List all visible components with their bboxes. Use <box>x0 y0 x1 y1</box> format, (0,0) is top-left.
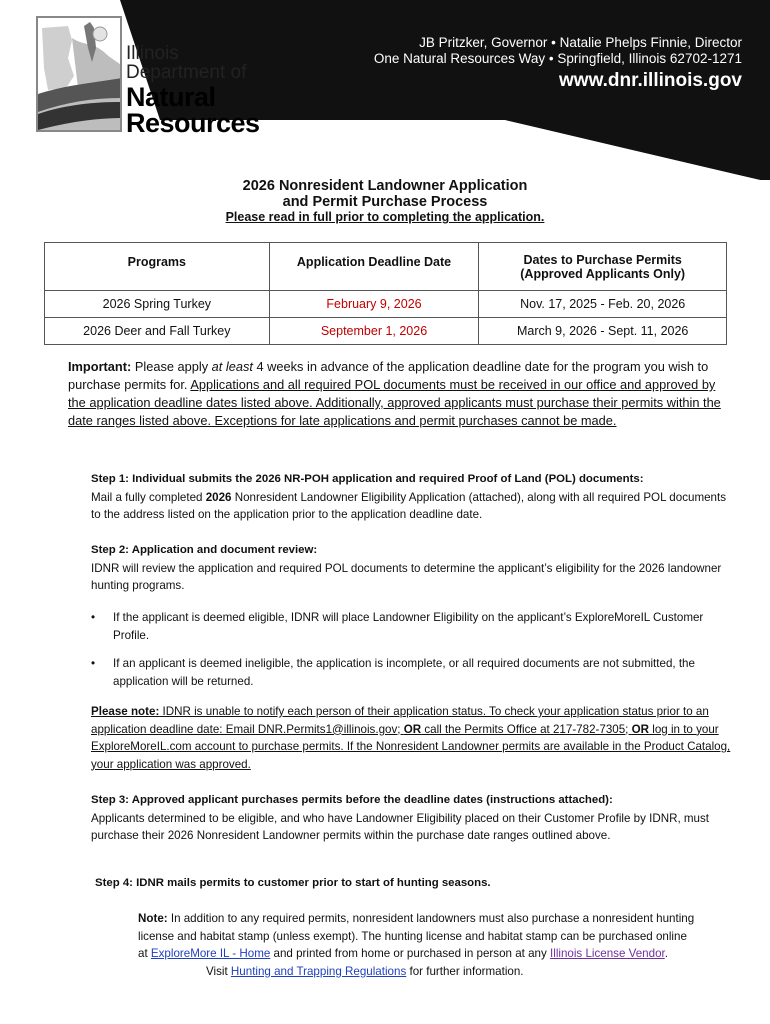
please-note-paragraph: Please note: IDNR is unable to notify each person of their application status. To check your application status prior to an application deadline date: Email DNR.Permits1@illinois.gov; OR call the Permits Office at 217-782-7305; OR log in to your ExploreMoreIL.com account to purchase permits. If the Nonresident Landowner permits are available in the Product Catalog, your application was approved. <box>91 705 731 771</box>
address-line: One Natural Resources Way • Springfield, Illinois 62702-1271 <box>373 51 742 66</box>
col-header-deadline: Application Deadline Date <box>269 243 479 291</box>
step-2 <box>91 542 736 595</box>
step-2-text: IDNR will review the application and required POL documents to determine the applicant’s eligibility for the 2026 landowner hunting programs. <box>91 561 722 592</box>
page-header <box>0 0 770 180</box>
program-cell: 2026 Deer and Fall Turkey <box>45 318 270 345</box>
purchase-dates-cell: March 9, 2026 - Sept. 11, 2026 <box>479 318 727 345</box>
step-2-bullets <box>91 609 736 644</box>
final-note: Note: In addition to any required permits, nonresident landowners must also purchase a nonresident hunting license and habitat stamp (unless exempt). The hunting license and habitat stamp can be purchased online at ExploreMore IL - Home and printed from home or purchased in person at any Illinois License Vendor. Visit Hunting and Trapping Regulations for further information. <box>138 910 698 980</box>
header-contact <box>374 35 742 92</box>
important-underlined: Applications and all required POL documents must be received in our office and approved by the application deadline dates listed above. Additionally, approved applicants must purchase their permits within the date ranges listed above. Exceptions for late applications and permit purchases cannot be made. <box>68 377 721 428</box>
step-4 <box>95 875 740 893</box>
programs-table <box>44 242 727 345</box>
idnr-logo-icon <box>36 16 122 132</box>
step-1-text-a: Mail a fully completed <box>91 490 206 504</box>
regulations-link[interactable]: Hunting and Trapping Regulations <box>230 964 407 978</box>
logo-line-illinois: Illinois <box>126 43 179 64</box>
visit-line: Visit Hunting and Trapping Regulations for further information. <box>206 964 524 978</box>
step-1-year: 2026 <box>205 490 232 504</box>
exploremore-link[interactable]: ExploreMore IL - Home <box>150 947 271 960</box>
document-title <box>0 178 770 225</box>
step-3 <box>91 792 736 845</box>
table-row <box>45 291 727 318</box>
purchase-dates-line-1: Dates to Purchase Permits <box>523 252 682 267</box>
purchase-dates-line-2: (Approved Applicants Only) <box>520 266 686 281</box>
step-3-heading: Step 3: Approved applicant purchases permits before the deadline dates (instructions attached): <box>91 794 613 806</box>
step-1-heading: Step 1: Individual submits the 2026 NR-POH application and required Proof of Land (POL) documents: <box>91 473 644 485</box>
logo-line-resources: Resources <box>126 108 260 138</box>
table-row <box>45 318 727 345</box>
important-paragraph <box>68 358 728 430</box>
step-1 <box>91 471 736 524</box>
col-header-purchase-dates <box>479 243 727 291</box>
list-item: • If an applicant is deemed ineligible, the application is incomplete, or all required documents are not submitted, the application will be returned. <box>91 657 695 688</box>
step-2-heading: Step 2: Application and document review: <box>91 544 318 556</box>
bullet-icon: • <box>91 611 96 624</box>
title-instruction: Please read in full prior to completing the application. <box>225 210 545 224</box>
final-note-label: Note: <box>138 912 168 925</box>
table-header-row <box>45 243 727 291</box>
purchase-dates-cell: Nov. 17, 2025 - Feb. 20, 2026 <box>479 291 727 318</box>
deadline-cell: September 1, 2026 <box>269 318 479 345</box>
website-link[interactable]: www.dnr.illinois.gov <box>559 70 742 91</box>
important-label: Important: <box>68 359 132 374</box>
step-2-bullets-b <box>91 655 736 690</box>
or-keyword: OR <box>403 722 422 736</box>
important-text-a: Please apply <box>131 359 212 374</box>
please-note-label: Please note: <box>91 705 160 718</box>
title-line-1: 2026 Nonresident Landowner Application <box>242 178 528 194</box>
step-4-heading: Step 4: IDNR mails permits to customer prior to start of hunting seasons. <box>95 877 491 889</box>
logo-line-natural: Natural <box>126 82 216 112</box>
step-1-text-b: Nonresident Landowner Eligibility Application (attached), along with all required POL documents to the address listed on the application prior to the application deadline date. <box>91 490 727 521</box>
agency-name <box>126 44 260 137</box>
title-line-2: and Permit Purchase Process <box>282 194 488 210</box>
important-text-b: 4 weeks in advance of the application deadline date for the program you wish to purchase permits for. <box>68 359 709 392</box>
step-3-text: Applicants determined to be eligible, and who have Landowner Eligibility placed on their Customer Profile by IDNR, must purchase their 2026 Nonresident Landowner permits within the purchase date ranges outlined above. <box>91 811 710 842</box>
logo-line-department: Department of <box>126 62 247 83</box>
or-keyword: OR <box>631 722 650 736</box>
deadline-cell: February 9, 2026 <box>269 291 479 318</box>
bullet-icon: • <box>91 657 96 670</box>
license-vendor-link[interactable]: Illinois License Vendor <box>550 947 665 960</box>
col-header-programs: Programs <box>45 243 270 291</box>
list-item: • If the applicant is deemed eligible, IDNR will place Landowner Eligibility on the applicant’s ExploreMoreIL Customer Profile. <box>91 611 704 642</box>
program-cell: 2026 Spring Turkey <box>45 291 270 318</box>
important-emphasis: at least <box>211 359 253 374</box>
officials-line: JB Pritzker, Governor • Natalie Phelps Finnie, Director <box>419 35 742 50</box>
